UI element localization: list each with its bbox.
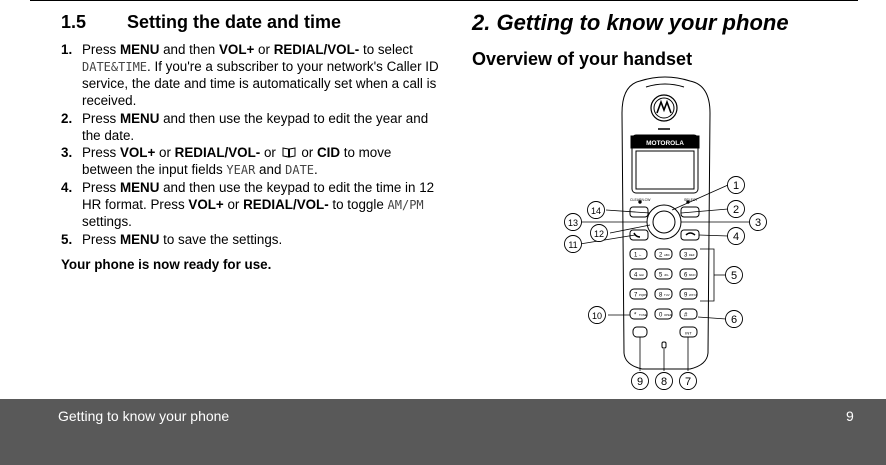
section-title: Setting the date and time	[127, 12, 342, 32]
step-1	[61, 42, 445, 110]
soft-right-label: SELECT	[684, 198, 698, 202]
step-text: to select	[359, 42, 413, 57]
callout-2-label: 2	[732, 204, 740, 216]
int-label: INT	[685, 330, 692, 336]
key-sublabel: MNO	[689, 273, 696, 277]
step-number: 2.	[61, 110, 73, 126]
microphone	[662, 342, 666, 348]
step-text: . If you're a subscriber to your network's Caller ID service, the date and time is automatically set when a call is received.	[82, 58, 439, 108]
step-text: and	[255, 162, 286, 178]
key-label: #	[684, 312, 688, 319]
key-sublabel: TUV	[664, 293, 670, 297]
step-list	[61, 42, 445, 249]
callout-8-label: 8	[660, 376, 668, 388]
callout-9-label: 9	[636, 376, 644, 388]
display-text-ampm: AM/PM	[387, 198, 424, 213]
key-menu: MENU	[119, 231, 160, 247]
key-sublabel: ⌙	[639, 253, 642, 257]
footer-chapter: Getting to know your phone	[58, 408, 230, 424]
callout-markers	[565, 177, 767, 390]
step-text: to save the settings.	[159, 231, 283, 247]
key-menu: MENU	[119, 110, 160, 126]
step-number: 1.	[61, 42, 73, 57]
key-redial-vol-down: REDIAL/VOL-	[174, 145, 261, 161]
key-vol-up: VOL+	[218, 42, 255, 57]
step-text: Press	[82, 145, 120, 161]
callout-3-label: 3	[754, 217, 762, 229]
step-number: 3.	[61, 145, 73, 161]
right-column	[472, 10, 872, 70]
step-text: and then use the keypad to edit the year and the date.	[82, 110, 429, 143]
step-4	[61, 180, 445, 231]
section-heading	[61, 12, 445, 34]
callout-12-label: 12	[593, 229, 605, 239]
key-label: 9	[684, 292, 688, 299]
key-sublabel: ABC	[664, 253, 670, 257]
callout-5-label: 5	[730, 270, 738, 282]
left-column	[61, 12, 445, 272]
step-text: or	[254, 42, 274, 57]
display-text-date: DATE	[285, 163, 315, 178]
step-text: Press	[82, 231, 120, 247]
top-rule	[30, 0, 858, 1]
step-3	[61, 145, 445, 179]
display-text-datetime: DATE&TIME	[82, 59, 148, 74]
callout-6-label: 6	[730, 314, 738, 326]
key-menu: MENU	[119, 180, 160, 196]
chapter-title: 2. Getting to know your phone	[472, 10, 789, 35]
step-2	[61, 111, 445, 145]
key-label: 3	[684, 252, 688, 259]
step-text: Press	[82, 42, 120, 57]
key-redial-vol-down: REDIAL/VOL-	[243, 197, 329, 213]
end-button[interactable]	[681, 230, 699, 240]
key-sublabel: GHI	[639, 273, 644, 277]
ready-note: Your phone is now ready for use.	[61, 256, 272, 272]
callout-13-label: 13	[567, 218, 579, 228]
callout-7-label: 7	[684, 376, 692, 388]
step-text: settings.	[82, 214, 132, 230]
key-sublabel: DEF	[689, 253, 695, 257]
step-text: and then use the keypad to edit the time in 12 HR format. Press	[82, 180, 435, 213]
step-text: or	[223, 197, 244, 213]
callout-10-label: 10	[591, 311, 603, 321]
step-text: to move between the input fields	[82, 145, 392, 178]
callout-1-label: 1	[732, 180, 740, 192]
key-label: 6	[684, 272, 688, 279]
key-sublabel: WXYZ	[689, 293, 698, 297]
handset-diagram	[560, 73, 780, 393]
key-label: 4	[634, 272, 638, 279]
phonebook-button[interactable]	[633, 327, 647, 337]
key-label: *	[634, 312, 637, 319]
callout-11-label: 11	[568, 240, 578, 250]
key-label: 0	[659, 312, 663, 319]
key-vol-up: VOL+	[119, 145, 156, 161]
key-sublabel: OPER	[664, 313, 672, 317]
step-text: and then	[159, 42, 219, 57]
step-text: Press	[82, 180, 120, 196]
key-cid: CID	[316, 145, 341, 161]
nav-key[interactable]	[647, 205, 681, 239]
key-label: 7	[634, 292, 638, 299]
soft-left-label: CLEAR/LCW	[630, 198, 651, 202]
page-number: 9	[846, 408, 854, 424]
footer-bar	[0, 399, 886, 465]
key-label: 5	[659, 272, 663, 279]
display-text-year: YEAR	[226, 163, 256, 178]
step-number: 4.	[61, 180, 73, 196]
step-text: or	[297, 145, 317, 161]
key-label: 8	[659, 292, 663, 299]
key-label: 1	[634, 252, 638, 259]
step-text: or	[155, 145, 175, 161]
display-screen	[636, 151, 694, 189]
step-5	[61, 232, 445, 249]
overview-title: Overview of your handset	[472, 49, 693, 69]
key-hash[interactable]	[680, 309, 697, 319]
step-text: or	[260, 145, 280, 161]
key-sublabel: TONE	[639, 313, 647, 317]
key-vol-up: VOL+	[188, 197, 224, 213]
callout-4-label: 4	[732, 231, 740, 243]
key-menu: MENU	[119, 42, 160, 57]
phonebook-icon	[282, 147, 296, 158]
step-text: Press	[82, 110, 120, 126]
step-text: .	[314, 162, 318, 178]
brand-label: MOTOROLA	[646, 140, 684, 147]
key-redial-vol-down: REDIAL/VOL-	[273, 42, 360, 57]
key-sublabel: JKL	[664, 273, 669, 277]
key-label: 2	[659, 252, 663, 259]
callout-14-label: 14	[590, 206, 602, 216]
key-sublabel: PQRS	[639, 293, 647, 297]
step-text: to toggle	[328, 197, 388, 213]
section-number: 1.5	[61, 12, 87, 32]
step-number: 5.	[61, 231, 73, 247]
